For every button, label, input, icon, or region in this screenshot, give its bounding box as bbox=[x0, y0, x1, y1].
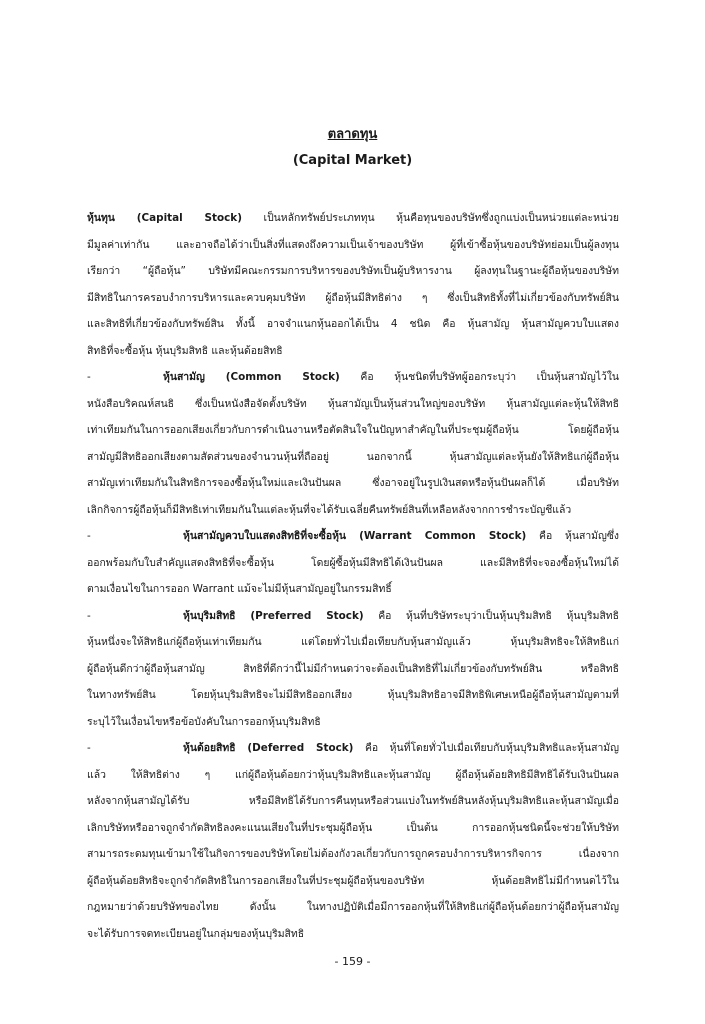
paragraph-warrant-line: - หุ้นสามัญควบใบแสดงสิทธิที่จะซื้อหุ้น (Warrant Common Stock) คือ หุ้นสามัญซึ่ง bbox=[87, 523, 619, 550]
bullet: - bbox=[87, 530, 91, 542]
text-line: กฎหมายว่าด้วยบริษัทของไทย ดังนั้น ในทางปฏิบัติเมื่อมีการออกหุ้นที่ให้สิทธิแก่ผู้ถือหุ้นด้อยกว่าผู้ถือหุ้นสามัญ bbox=[87, 901, 619, 913]
page-number: - 159 - bbox=[334, 955, 371, 968]
bullet: - bbox=[87, 609, 91, 622]
text-line: เลิกบริษัทหรืออาจถูกจำกัดสิทธิลงคะแนนเสียงในที่ประชุมผู้ถือหุ้น เป็นต้น การออกหุ้นชนิดนี้จะช่วยให้บริษัท bbox=[87, 821, 619, 834]
text-line: จะได้รับการจดทะเบียนอยู่ในกลุ่มของหุ้นบุริมสิทธิ bbox=[87, 927, 305, 940]
term-common-stock: หุ้นสามัญ (Common Stock) bbox=[163, 371, 340, 383]
text-line: หลังจากหุ้นสามัญได้รับ หรือมีสิทธิได้รับการคืนทุนหรือส่วนแบ่งในทรัพย์สินหลังหุ้นบุริมสิทธิและหุ้นสามัญเมื่อ bbox=[87, 795, 619, 807]
paragraph-common-stock-line: - หุ้นสามัญ (Common Stock) คือ หุ้นชนิดที่บริษัทผู้ออกระบุว่า เป็นหุ้นสามัญไว้ใน bbox=[87, 364, 619, 391]
text-line: และสิทธิที่เกี่ยวข้องกับทรัพย์สิน ทั้งนี้ อาจจำแนกหุ้นออกได้เป็น 4 ชนิด คือ หุ้นสามัญ หุ้นสามัญควบใบแสดง bbox=[87, 318, 619, 330]
text-line: เท่าเทียมกันในการออกเสียงเกี่ยวกับการดำเนินงานหรือตัดสินใจในปัญหาสำคัญในที่ประชุมผู้ถือหุ้น โดยผู้ถือหุ้น bbox=[87, 424, 619, 436]
text-line: มีสิทธิในการครอบงำการบริหารและควบคุมบริษัท ผู้ถือหุ้นมีสิทธิต่าง ๆ ซึ่งเป็นสิทธิทั้งที่ไม่เกี่ยวข้องกับทรัพย์สิน bbox=[87, 291, 619, 304]
bullet: - bbox=[87, 371, 91, 383]
text-line: หนังสือบริคณห์สนธิ ซึ่งเป็นหนังสือจัดตั้งบริษัท หุ้นสามัญเป็นหุ้นส่วนใหญ่ของบริษัท หุ้นสามัญแต่ละหุ้นให้สิทธิ bbox=[87, 397, 619, 410]
text-line: มีมูลค่าเท่ากัน และอาจถือได้ว่าเป็นสิ่งที่แสดงถึงความเป็นเจ้าของบริษัท ผู้ที่เข้าซื้อหุ้นของบริษัทย่อมเป็นผู้ลงทุน bbox=[87, 238, 619, 251]
text-line: หุ้นหนึ่งจะให้สิทธิแก่ผู้ถือหุ้นเท่าเทียมกัน แต่โดยทั่วไปเมื่อเทียบกับหุ้นสามัญแล้ว หุ้นบุริมสิทธิจะให้สิทธิแก่ bbox=[87, 636, 619, 648]
text-line: เรียกว่า “ผู้ถือหุ้น” บริษัทมีคณะกรรมการบริหารของบริษัทเป็นผู้บริหารงาน ผู้ลงทุนในฐานะผู้ถือหุ้นของบริษัท bbox=[87, 265, 619, 277]
text-line: ผู้ถือหุ้นด้อยสิทธิจะถูกจำกัดสิทธิในการออกเสียงในที่ประชุมผู้ถือหุ้นของบริษัท หุ้นด้อยสิทธิไม่มีกำหนดไว้ใน bbox=[87, 874, 619, 887]
text-line: แล้ว ให้สิทธิต่าง ๆ แก่ผู้ถือหุ้นด้อยกว่าหุ้นบุริมสิทธิและหุ้นสามัญ ผู้ถือหุ้นด้อยสิทธิมีสิทธิได้รับเงินปันผล bbox=[87, 768, 619, 781]
document-body bbox=[87, 205, 619, 947]
term-preferred-stock: หุ้นบุริมสิทธิ (Preferred Stock) bbox=[183, 609, 364, 622]
term-capital-stock: หุ้นทุน (Capital Stock) bbox=[87, 212, 242, 224]
text-line: ผู้ถือหุ้นดีกว่าผู้ถือหุ้นสามัญ สิทธิที่ดีกว่านี้ไม่มีกำหนดว่าจะต้องเป็นสิทธิที่ไม่เกี่ยวข้องกับทรัพย์สิน หรือสิทธิ bbox=[87, 662, 619, 675]
paragraph-deferred-line: - หุ้นด้อยสิทธิ (Deferred Stock) คือ หุ้นที่โดยทั่วไปเมื่อเทียบกับหุ้นบุริมสิทธิและหุ้นสามัญ bbox=[87, 735, 619, 762]
text-line: สามารถระดมทุนเข้ามาใช้ในกิจการของบริษัทโดยไม่ต้องกังวลเกี่ยวกับการถูกครอบงำการบริหารกิจการ เนื่องจาก bbox=[87, 848, 619, 860]
text-line: ตามเงื่อนไขในการออก Warrant แม้จะไม่มีหุ้นสามัญอยู่ในกรรมสิทธิ์ bbox=[87, 583, 392, 595]
page-subtitle: (Capital Market) bbox=[292, 153, 413, 168]
paragraph-capital-stock-line: หุ้นทุน (Capital Stock) เป็นหลักทรัพย์ประเภททุน หุ้นคือทุนของบริษัทซึ่งถูกแบ่งเป็นหน่วยแต่ละหน่วย bbox=[87, 212, 619, 224]
text-line: ในทางทรัพย์สิน โดยหุ้นบุริมสิทธิจะไม่มีสิทธิออกเสียง หุ้นบุริมสิทธิอาจมีสิทธิพิเศษเหนือผู้ถือหุ้นสามัญตามที่ bbox=[87, 689, 619, 701]
text-line: สามัญมีสิทธิออกเสียงตามสัดส่วนของจำนวนหุ้นที่ถืออยู่ นอกจากนี้ หุ้นสามัญแต่ละหุ้นยังให้สิทธิแก่ผู้ถือหุ้น bbox=[87, 450, 619, 463]
bullet: - bbox=[87, 742, 91, 754]
text-line: ออกพร้อมกับใบสำคัญแสดงสิทธิที่จะซื้อหุ้น โดยผู้ซื้อหุ้นมีสิทธิได้เงินปันผล และมีสิทธิที่จะจองซื้อหุ้นใหม่ได้ bbox=[87, 556, 619, 569]
text-line: สิทธิที่จะซื้อหุ้น หุ้นบุริมสิทธิ และหุ้นด้อยสิทธิ bbox=[87, 344, 283, 357]
term-warrant-common-stock: หุ้นสามัญควบใบแสดงสิทธิที่จะซื้อหุ้น (Warrant Common Stock) bbox=[183, 530, 527, 542]
text-line: ระบุไว้ในเงื่อนไขหรือข้อบังคับในการออกหุ้นบุริมสิทธิ bbox=[87, 715, 321, 728]
term-deferred-stock: หุ้นด้อยสิทธิ (Deferred Stock) bbox=[183, 742, 354, 754]
paragraph-preferred-line: - หุ้นบุริมสิทธิ (Preferred Stock) คือ หุ้นที่บริษัทระบุว่าเป็นหุ้นบุริมสิทธิ หุ้นบุริมสิทธิ bbox=[87, 603, 619, 630]
page-title: ตลาดทุน bbox=[327, 127, 378, 142]
text-line: เลิกกิจการผู้ถือหุ้นก็มีสิทธิเท่าเทียมกันในแต่ละหุ้นที่จะได้รับเฉลี่ยคืนทรัพย์สินที่เหลือหลังจากการชำระบัญชีแล้ว bbox=[87, 503, 572, 516]
text-line: สามัญเท่าเทียมกันในสิทธิการจองซื้อหุ้นใหม่และเงินปันผล ซึ่งอาจอยู่ในรูปเงินสดหรือหุ้นปันผลก็ได้ เมื่อบริษัท bbox=[87, 477, 619, 489]
